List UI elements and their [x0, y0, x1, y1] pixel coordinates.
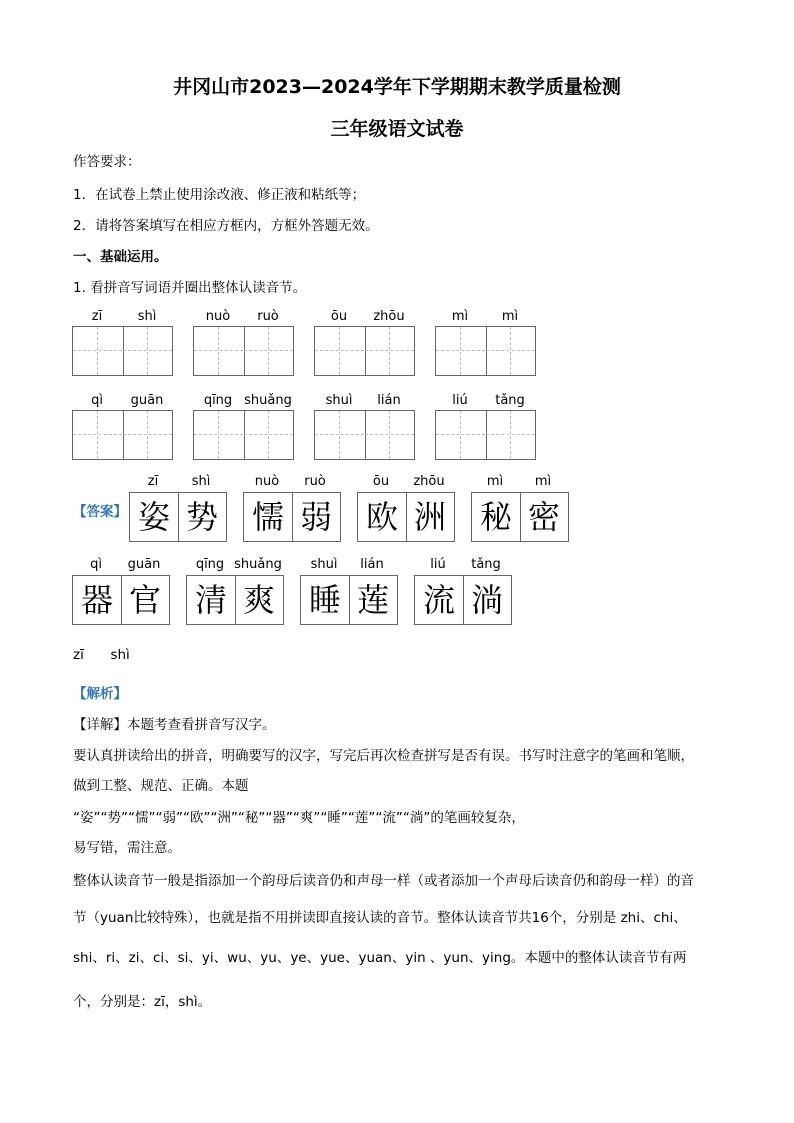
analysis-paragraph: 做到工整、规范、正确。本题	[73, 778, 249, 794]
pinyin-label: mì	[451, 309, 469, 324]
answer-pinyin: zhōu	[413, 474, 445, 489]
question-prompt: 1. 看拼音写词语并圈出整体认读音节。	[73, 280, 307, 296]
instruction-item: 1．在试卷上禁止使用涂改液、修正液和粘纸等；	[73, 187, 366, 203]
answer-pinyin: mì	[486, 474, 504, 489]
answer-pinyin: mì	[534, 474, 552, 489]
circled-syllables	[73, 647, 130, 663]
answer-character: 莲	[356, 581, 389, 619]
answer-pinyin: qì	[90, 557, 102, 572]
answer-pinyin: lián	[360, 557, 384, 572]
analysis-paragraph: shi、ri、zi、ci、si、yi、wu、yu、ye、yue、yuan、yin 、yun、ying。本题中的整体认读音节有两	[73, 950, 687, 966]
section-heading: 一、基础运用。	[73, 249, 168, 265]
answer-character: 势	[185, 498, 218, 536]
answer-box	[243, 492, 341, 542]
detail-line	[73, 713, 276, 733]
answer-character: 爽	[242, 581, 275, 619]
pinyin-label: shuì	[325, 393, 353, 408]
instruction-item: 2．请将答案填写在相应方框内，方框外答题无效。	[73, 218, 379, 234]
answer-character: 密	[527, 498, 560, 536]
answer-pinyin: guān	[127, 557, 161, 572]
writing-box[interactable]	[72, 326, 173, 376]
pinyin-label: lián	[377, 393, 401, 408]
writing-box[interactable]	[435, 410, 536, 460]
pinyin-label: liú	[452, 393, 468, 408]
answer-character: 睡	[301, 576, 350, 624]
detail-label: 【详解】	[73, 717, 127, 733]
answer-box	[72, 575, 170, 625]
circled-syllable: shì	[110, 647, 130, 663]
answer-box	[357, 492, 455, 542]
answer-character: 淌	[470, 581, 503, 619]
answer-box	[414, 575, 512, 625]
answer-character: 秘	[472, 493, 521, 541]
answer-character: 姿	[130, 493, 179, 541]
pinyin-label: nuò	[205, 309, 231, 324]
analysis-label: 【解析】	[73, 686, 127, 702]
writing-box[interactable]	[314, 326, 415, 376]
writing-box[interactable]	[193, 410, 294, 460]
analysis-paragraph: “姿”“势”“懦”“弱”“欧”“洲”“秘”“器”“爽”“睡”“莲”“流”“淌”的笔画较复杂，	[73, 810, 525, 826]
answer-pinyin: tǎng	[471, 557, 501, 572]
instructions-heading: 作答要求：	[73, 154, 141, 170]
page-title: 井冈山市2023—2024学年下学期期末教学质量检测	[173, 76, 621, 98]
pinyin-label: qì	[91, 393, 103, 408]
answer-pinyin: shì	[191, 474, 211, 489]
writing-box[interactable]	[72, 410, 173, 460]
pinyin-label: qīng	[203, 393, 233, 408]
answer-pinyin: liú	[430, 557, 446, 572]
pinyin-label: zhōu	[373, 309, 405, 324]
answer-pinyin: shuǎng	[234, 557, 282, 572]
answer-pinyin: qīng	[195, 557, 225, 572]
analysis-paragraph: 节（yuan比较特殊），也就是指不用拼读即直接认读的音节。整体认读音节共16个，分别是 zhi、chi、	[73, 910, 687, 926]
analysis-paragraph: 易写错，需注意。	[73, 840, 181, 856]
circled-syllable: zī	[73, 647, 84, 663]
answer-box	[186, 575, 284, 625]
answer-character: 弱	[299, 498, 332, 536]
detail-text: 本题考查看拼音写汉字。	[127, 717, 276, 733]
answer-character: 懦	[244, 493, 293, 541]
answer-pinyin: zī	[147, 474, 159, 489]
pinyin-label: shì	[137, 309, 157, 324]
analysis-paragraph: 个，分别是：zī，shì。	[73, 994, 212, 1010]
pinyin-label: tǎng	[495, 393, 525, 408]
answer-pinyin: ruò	[304, 474, 326, 489]
answer-character: 欧	[358, 493, 407, 541]
answer-pinyin: shuì	[310, 557, 338, 572]
answer-box	[300, 575, 398, 625]
answer-label: 【答案】	[73, 504, 127, 520]
answer-character: 流	[415, 576, 464, 624]
pinyin-label: shuǎng	[244, 393, 292, 408]
answer-box	[129, 492, 227, 542]
pinyin-label: ruò	[257, 309, 279, 324]
writing-box[interactable]	[435, 326, 536, 376]
answer-pinyin: nuò	[254, 474, 280, 489]
answer-pinyin: ōu	[372, 474, 390, 489]
pinyin-label: guān	[130, 393, 164, 408]
page-subtitle: 三年级语文试卷	[330, 118, 464, 140]
pinyin-label: zī	[91, 309, 103, 324]
pinyin-label: ōu	[330, 309, 348, 324]
analysis-paragraph: 要认真拼读给出的拼音，明确要写的汉字，写完后再次检查拼写是否有误。书写时注意字的笔画和笔顺，	[73, 748, 694, 764]
answer-character: 官	[128, 581, 161, 619]
answer-character: 洲	[413, 498, 446, 536]
answer-character: 器	[73, 576, 122, 624]
analysis-paragraph: 整体认读音节一般是指添加一个韵母后读音仍和声母一样（或者添加一个声母后读音仍和韵母一样）的音	[73, 873, 694, 889]
answer-character: 清	[187, 576, 236, 624]
writing-box[interactable]	[193, 326, 294, 376]
pinyin-label: mì	[501, 309, 519, 324]
answer-box	[471, 492, 569, 542]
writing-box[interactable]	[314, 410, 415, 460]
